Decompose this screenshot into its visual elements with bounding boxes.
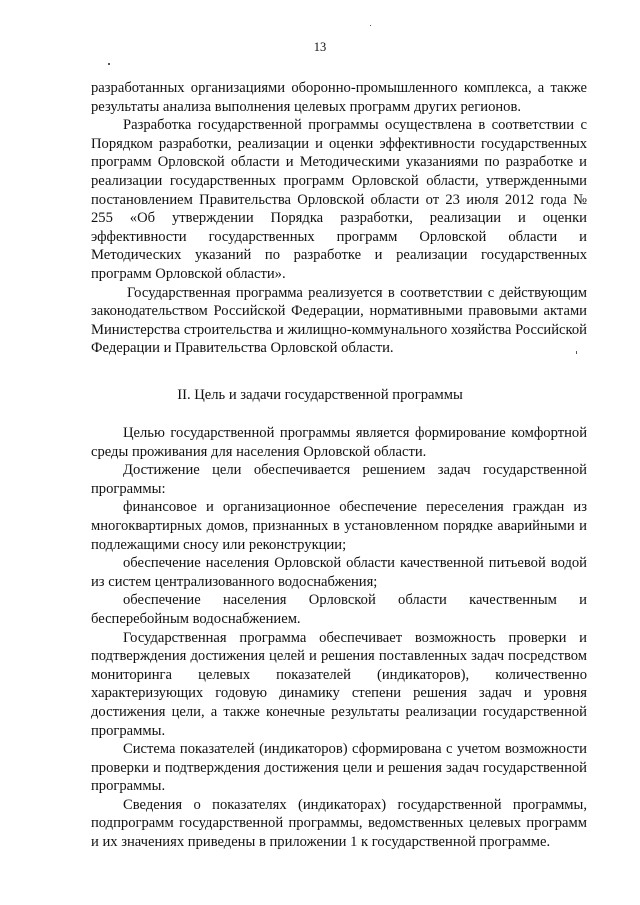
- intro-text-block: [91, 79, 587, 358]
- paragraph-program-development: Разработка государственной программы осуществлена в соответствии с Порядком разработки, реализации и оценки эффективности государственных программ Орловской области и Методическими указаниями по разработке и реализации государственных программ Орловской области, утвержденными постановлением Правительства Орловской области от 23 июля 2012 года № 255 «Об утверждении Порядка разработки, реализации и оценки эффективности государственных программ Орловской области и Методических указаний по разработке и реализации государственных программ Орловской области».: [91, 117, 587, 282]
- scan-speck: [576, 351, 577, 354]
- paragraph-indicator-info: Сведения о показателях (индикаторах) государственной программы, подпрограмм государственной программы, ведомственных целевых программ и их значениях приведены в приложении 1 к государственной программе.: [91, 796, 587, 851]
- section-heading: II. Цель и задачи государственной программы: [177, 387, 463, 403]
- task-item-drinking-water: обеспечение населения Орловской области качественной питьевой водой из систем централизованного водоснабжения;: [91, 555, 587, 590]
- page-number: 13: [313, 40, 327, 54]
- paragraph-monitoring: Государственная программа обеспечивает возможность проверки и подтверждения достижения целей и решения поставленных задач посредством мониторинга целевых показателей (индикаторов), количественно характеризующих годовую динамику степени решения задач и уровня достижения цели, а также конечные результаты реализации государственной программы.: [91, 629, 587, 739]
- paragraph-indicator-system: Система показателей (индикаторов) сформирована с учетом возможности проверки и подтверждения достижения цели и решения задач государственной программы.: [91, 741, 587, 795]
- scan-speck: [370, 25, 371, 26]
- scan-speck: [108, 63, 110, 65]
- paragraph-tasks-intro: Достижение цели обеспечивается решением задач государственной программы:: [91, 462, 587, 497]
- task-item-water-supply: обеспечение населения Орловской области качественным и бесперебойным водоснабжением.: [91, 592, 587, 627]
- paragraph-program-implementation: Государственная программа реализуется в соответствии с действующим законодательством Российской Федерации, нормативными правовыми актами Министерства строительства и жилищно-коммунального хозяйства Российской Федерации и Правительства Орловской области.: [91, 284, 587, 357]
- section-text-block: [91, 424, 587, 852]
- task-item-resettlement: финансовое и организационное обеспечение переселения граждан из многоквартирных домов, признанных в установленном порядке аварийными и подлежащими сносу или реконструкции;: [91, 499, 587, 553]
- paragraph-continuation: разработанных организациями оборонно-промышленного комплекса, а также результаты анализа выполнения целевых программ других регионов.: [91, 80, 587, 115]
- paragraph-goal: Целью государственной программы является формирование комфортной среды проживания для населения Орловской области.: [91, 425, 587, 460]
